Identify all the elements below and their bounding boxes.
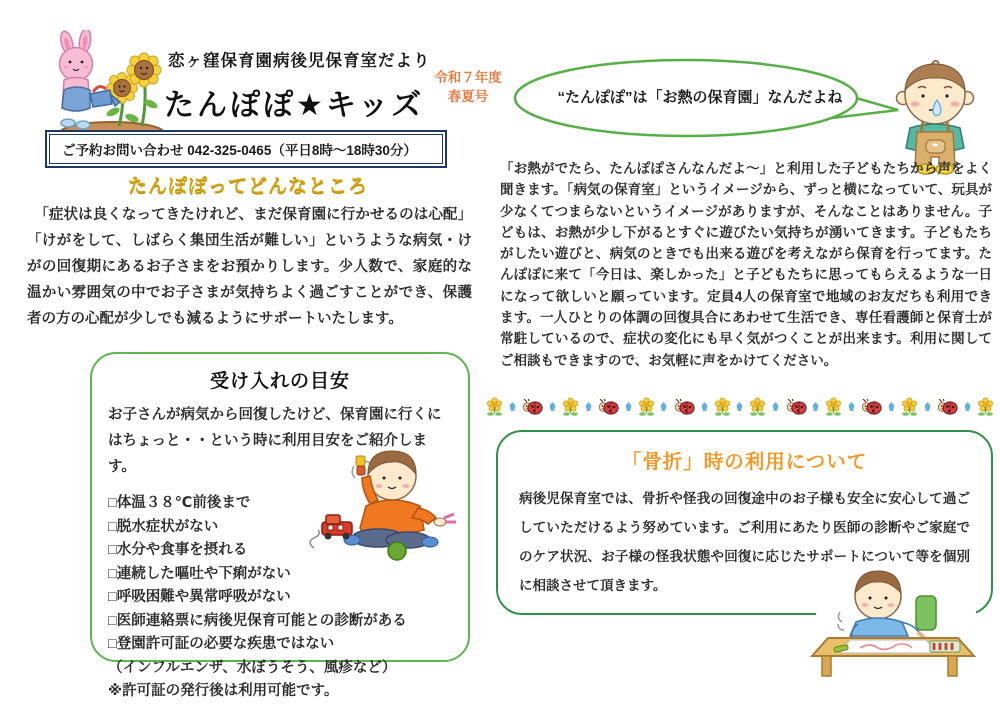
edition-badge: [416, 68, 520, 106]
flower-icon: [977, 397, 994, 417]
criteria-title: 受け入れの目安: [209, 371, 350, 392]
checklist-item: □水分や食事を摂れる: [108, 542, 248, 558]
flower-icon: [638, 397, 655, 417]
dot-icon: [584, 402, 593, 412]
dot-icon: [811, 402, 820, 412]
flower-icon: [825, 397, 842, 417]
dot-icon: [923, 402, 932, 412]
sunflower-big: [127, 53, 161, 87]
edition-year: 令和７年度: [434, 70, 502, 85]
edition-season: 春夏号: [447, 89, 489, 104]
speech-bubble-text: “たんぽぽ”は「お熱の保育園」なんだよね: [557, 89, 843, 106]
ladybug-icon: [673, 399, 695, 416]
ladybug-icon: [785, 399, 807, 416]
drawing-child-illustration: [798, 560, 993, 700]
dot-icon: [659, 402, 668, 412]
flower-icon: [486, 397, 503, 417]
flower-icon: [562, 397, 579, 417]
criteria-intro: お子さんが病気から回復したけど、保育園に行くにはちょっと・・という時に利用目安をご紹介します。: [108, 407, 442, 475]
ladybug-icon: [860, 399, 882, 416]
ladybug-icon: [936, 399, 958, 416]
checklist-item: □登園許可証の必要な疾患ではない: [108, 636, 335, 652]
checklist-item: □医師連絡票に病後児保育可能との診断がある: [108, 612, 407, 629]
dot-icon: [548, 402, 557, 412]
fracture-paragraph: 病後児保育室では、骨折や怪我の回復途中のお子様も安全に安心して過ごしていただけるよう努めています。ご利用にあたり医師の診断やご家庭でのケア状況、お子様の怪我状態や回復に応じたサポートについて等を個別に相談させて頂きます。: [519, 491, 970, 593]
checklist-item: ※許可証の発行後は利用可能です。: [108, 683, 339, 699]
checklist-item: □体温３８℃前後まで: [108, 495, 251, 511]
checklist-item: □呼吸困難や異常呼吸がない: [108, 589, 291, 605]
flower-icon: [749, 397, 766, 417]
checklist-item: （インフルエンザ、水ぼうそう、風疹など）: [108, 659, 397, 676]
page-title: たんぽぽ★キッズ: [164, 89, 425, 122]
flower-icon: [901, 397, 918, 417]
fracture-title: 「骨折」時の利用について: [621, 451, 868, 473]
ladybug-icon: [521, 399, 543, 416]
flower-divider: [486, 392, 994, 422]
checklist-item: □脱水症状がない: [108, 518, 219, 535]
newsletter-name: 恋ヶ窪保育園病後児保育室だより: [168, 52, 431, 70]
contact-text: ご予約お問い合わせ 042-325-0465（平日8時～18時30分）: [49, 134, 443, 164]
checklist-item: □連続した嘔吐や下痢がない: [108, 565, 291, 582]
dot-icon: [887, 402, 896, 412]
section-heading-about: たんぽぽってどんなところ: [127, 176, 368, 197]
dot-icon: [735, 402, 744, 412]
dot-icon: [624, 402, 633, 412]
main-paragraph: 「お熱がでたら、たんぽぽさんなんだよ～」と利用した子どもたちから声をよく聞きます。「病気の保育室」というイメージから、ずっと横になっていて、玩具が少なくてつまらないというイメージがありますが、そんなことはありません。子どもは、お熱が少し下がるとすぐに遊びたい気持ちが湧いてきます。子どもたちがしたい遊びと、病気のときでも出来る遊びを考えながら保育を行ってます。たんぽぽに来て「今日は、楽しかった」と子どもたちに思ってもらえるような一日になって欲しいと願っています。定員4人の保育室で地域のお友だちも利用できます。一人ひとりの体調の回復具合にあわせて生活でき、専任看護師と保育士が常駐しているので、症状の変化にも早く気がつくことが出来ます。利用に関してご相談もできますので、お気軽に声をかけてください。: [500, 161, 992, 368]
ladybug-icon: [597, 399, 619, 416]
contact-box: [45, 130, 447, 168]
dot-icon: [700, 402, 709, 412]
flower-icon: [714, 397, 731, 417]
dot-icon: [847, 402, 856, 412]
dot-icon: [771, 402, 780, 412]
about-paragraph: 「症状は良くなってきたけれど、まだ保育園に行かせるのは心配」「けがをして、しばらく集団生活が難しい」というような病気・けがの回復期にあるお子さまをお預かりします。少人数で、家庭的な温かい雰囲気の中でお子さまが気持ちよく過ごすことができ、保護者の方の心配が少しでも減るようにサポートいたします。: [27, 207, 472, 327]
playing-boy-illustration: [300, 438, 465, 573]
dot-icon: [963, 402, 972, 412]
dot-icon: [508, 402, 517, 412]
